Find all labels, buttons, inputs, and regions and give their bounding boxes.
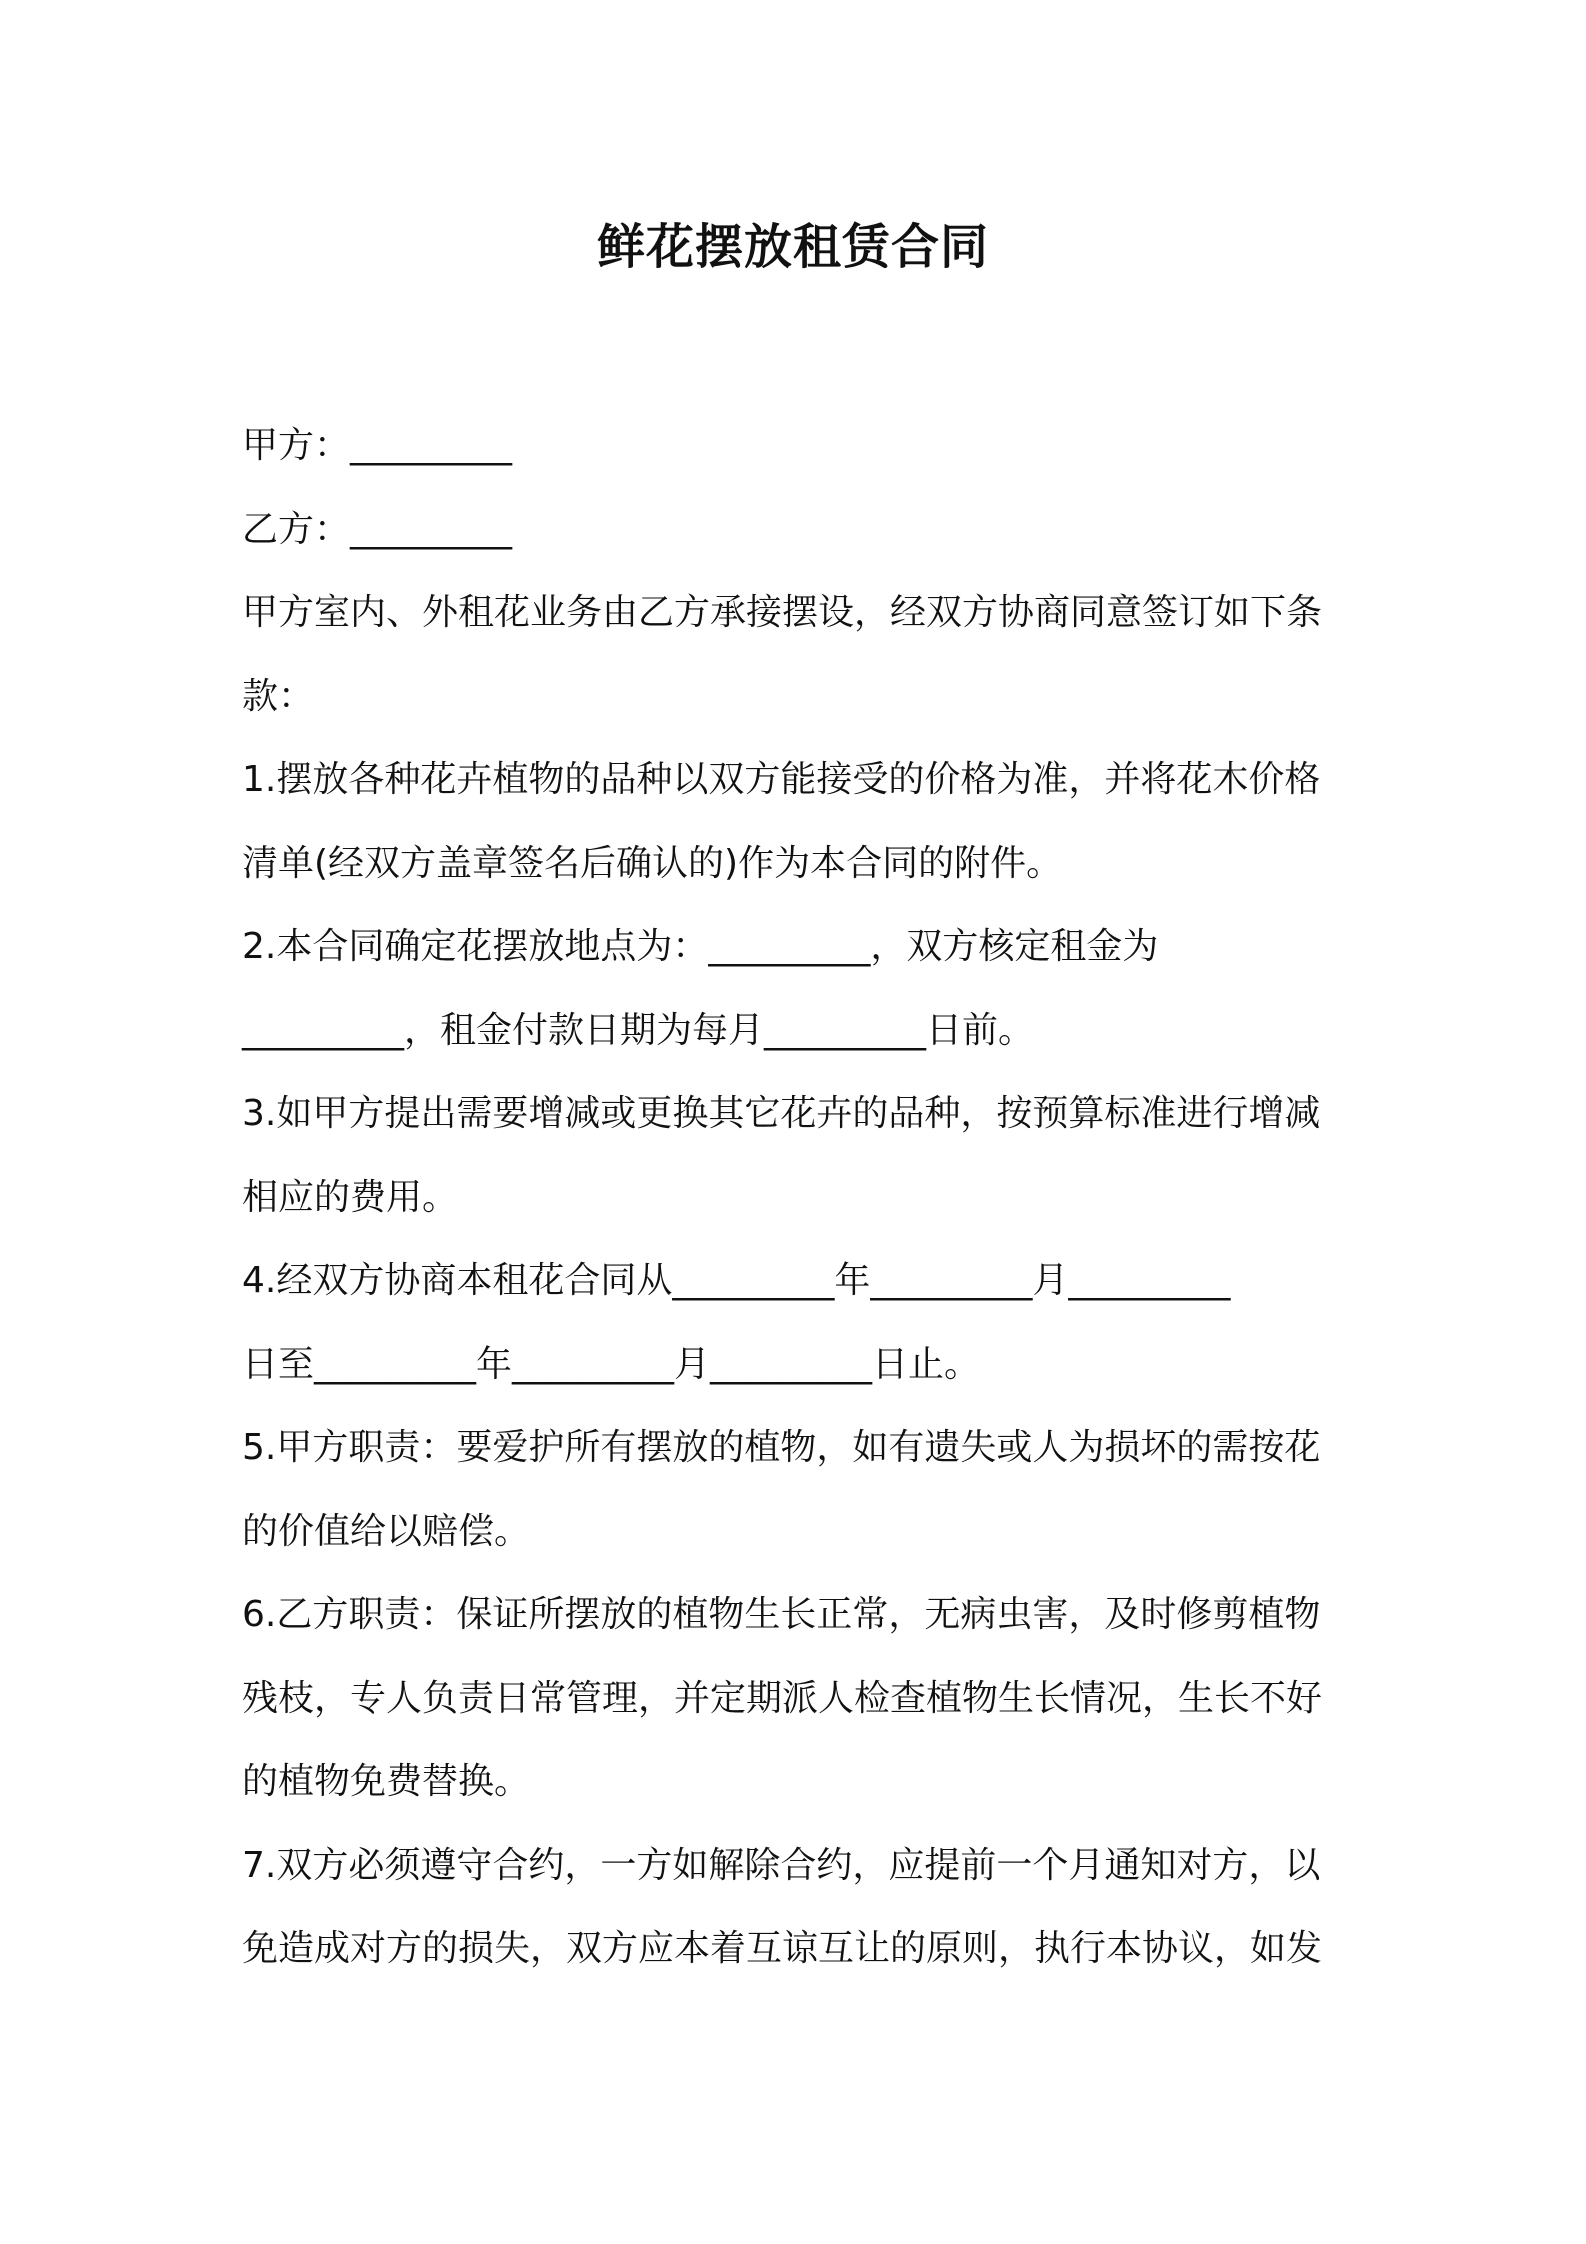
document-title: 鲜花摆放租赁合同: [596, 219, 989, 275]
intro-line-1: 甲方室内、外租花业务由乙方承接摆设，经双方协商同意签订如下条: [242, 592, 1323, 633]
party-b-line: 乙方：_________: [242, 508, 513, 550]
contract-body: [242, 404, 1352, 1991]
clause-1-line-2: 清单(经双方盖章签名后确认的)作为本合同的附件。: [242, 842, 1063, 884]
clause-7-line-1: 7.双方必须遵守合约，一方如解除合约，应提前一个月通知对方，以: [242, 1844, 1321, 1886]
clause-1-line-1: 1.摆放各种花卉植物的品种以双方能接受的价格为准，并将花木价格: [242, 759, 1321, 800]
intro-line-2: 款：: [242, 675, 315, 717]
clause-3-line-2: 相应的费用。: [242, 1176, 459, 1218]
clause-4-line-2: 日至_________年_________月_________日止。: [242, 1343, 981, 1385]
clause-2-line-2: _________，租金付款日期为每月_________日前。: [242, 1009, 1035, 1051]
clause-2-line-1: 2.本合同确定花摆放地点为：_________，双方核定租金为: [242, 926, 1159, 967]
clause-6-line-2: 残枝，专人负责日常管理，并定期派人检查植物生长情况，生长不好: [242, 1677, 1323, 1719]
clause-4-line-1: 4.经双方协商本租花合同从_________年_________月_________: [242, 1260, 1231, 1301]
clause-3-line-1: 3.如甲方提出需要增减或更换其它花卉的品种，按预算标准进行增减: [242, 1093, 1321, 1134]
clause-6-line-3: 的植物免费替换。: [242, 1761, 531, 1802]
clause-7-line-2: 免造成对方的损失，双方应本着互谅互让的原则，执行本协议，如发: [242, 1928, 1323, 1969]
clause-6-line-1: 6.乙方职责：保证所摆放的植物生长正常，无病虫害，及时修剪植物: [242, 1594, 1321, 1635]
clause-5-line-2: 的价值给以赔偿。: [242, 1510, 531, 1552]
party-a-line: 甲方：_________: [242, 425, 513, 466]
clause-5-line-1: 5.甲方职责：要爱护所有摆放的植物，如有遗失或人为损坏的需按花: [242, 1427, 1321, 1468]
